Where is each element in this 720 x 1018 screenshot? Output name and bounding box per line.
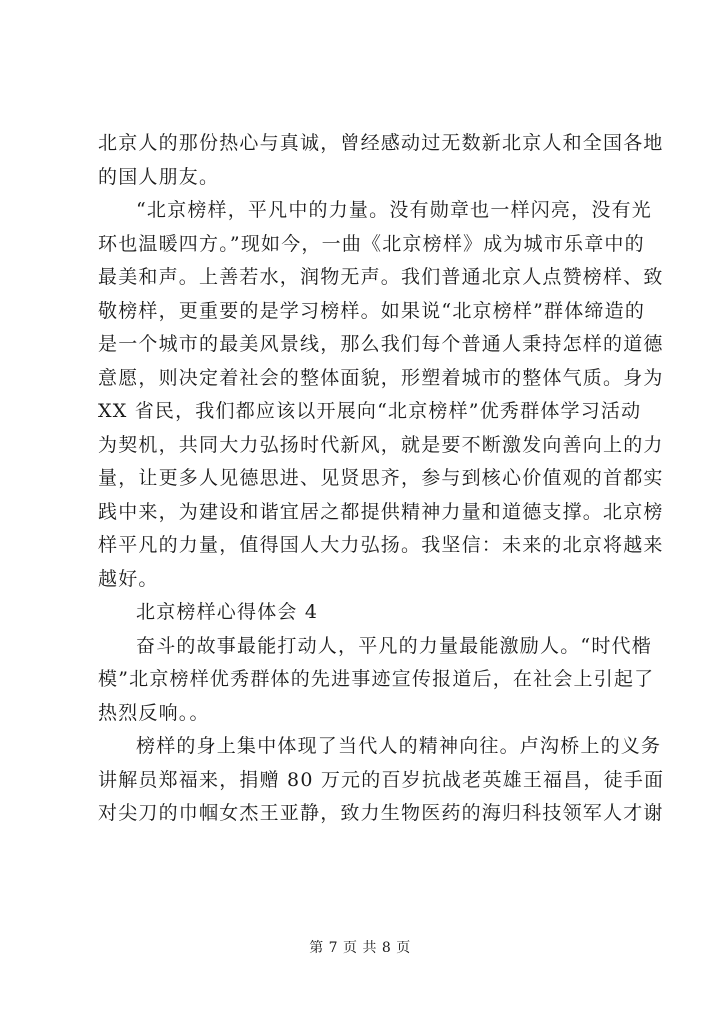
- page-number-footer: 第 7 页 共 8 页: [309, 940, 411, 956]
- document-body: [98, 127, 665, 831]
- text-line: 环也温暖四方。”现如今，一曲《北京榜样》成为城市乐章中的: [98, 232, 645, 255]
- text-line: 践中来，为建设和谐宜居之都提供精神力量和道德支撑。北京榜: [98, 500, 664, 523]
- text-line: 榜样的身上集中体现了当代人的精神向往。卢沟桥上的义务: [136, 735, 662, 757]
- text-line: 是一个城市的最美风景线，那么我们每个普通人秉持怎样的道德: [98, 333, 664, 355]
- text-line: 量，让更多人见德思进、见贤思齐，参与到核心价值观的首都实: [98, 467, 664, 489]
- text-line: 对尖刀的巾帼女杰王亚静，致力生物医药的海归科技领军人才谢: [98, 802, 664, 824]
- text-line: 讲解员郑福来，捐赠 80 万元的百岁抗战老英雄王福昌，徒手面: [98, 768, 665, 791]
- text-line: 北京人的那份热心与真诚，曾经感动过无数新北京人和全国各地: [98, 132, 664, 154]
- text-line: 越好。: [98, 567, 159, 590]
- text-line: “北京榜样，平凡中的力量。没有勋章也一样闪亮，没有光: [136, 199, 652, 221]
- text-line: 最美和声。上善若水，润物无声。我们普通北京人点赞榜样、致: [98, 266, 664, 288]
- text-line: 为契机，共同大力弘扬时代新风，就是要不断激发向善向上的力: [98, 433, 664, 456]
- text-line: 敬榜样，更重要的是学习榜样。如果说“北京榜样”群体缔造的: [98, 299, 646, 322]
- text-line: 热烈反响。。: [98, 701, 210, 724]
- text-line: 的国人朋友。: [98, 165, 220, 188]
- text-line: 样平凡的力量，值得国人大力弘扬。我坚信：未来的北京将越来: [98, 534, 664, 556]
- text-line: 意愿，则决定着社会的整体面貌，形塑着城市的整体气质。身为: [98, 366, 664, 389]
- text-line: XX 省民，我们都应该以开展向“北京榜样”优秀群体学习活动: [98, 400, 642, 422]
- text-line: 模”北京榜样优秀群体的先进事迹宣传报道后，在社会上引起了: [98, 668, 655, 690]
- text-line: 奋斗的故事最能打动人，平凡的力量最能激励人。“时代楷: [136, 634, 652, 657]
- section-heading: 北京榜样心得体会 4: [136, 601, 319, 623]
